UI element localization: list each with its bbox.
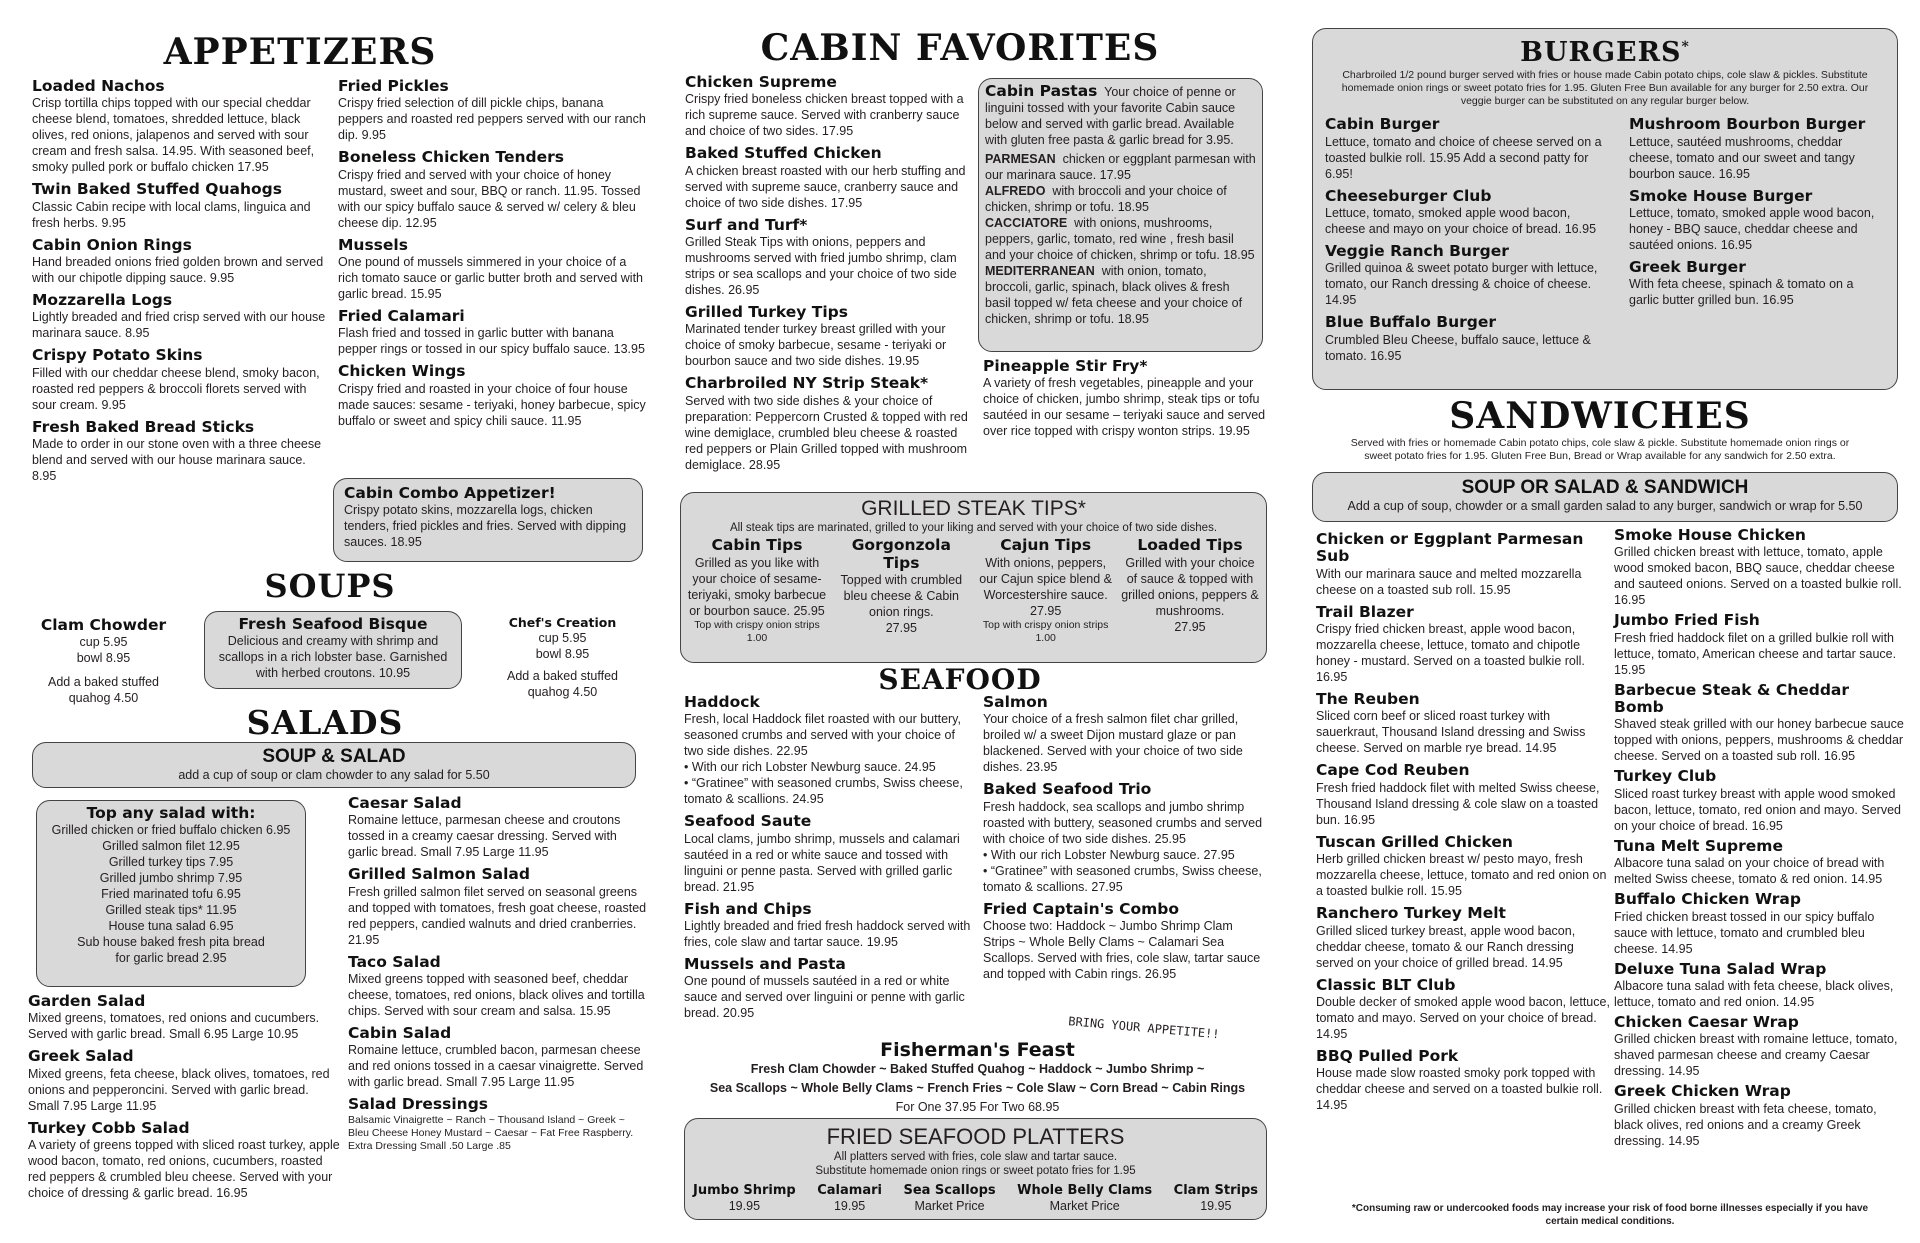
item-name: Calamari <box>817 1182 882 1198</box>
platter <box>693 1184 796 1215</box>
item-desc: Crispy fried and served with your choice of honey mustard, sweet and sour, BBQ or ranch. 11.95. Tossed with our spicy buffalo sauce & served w/ celery & bleu cheese dip. 12.95 <box>338 167 641 230</box>
item-price: 19.95 <box>1200 1199 1232 1214</box>
item-desc: Served with two side dishes & your choice of preparation: Peppercorn Crusted & topped with red wine demiglace, crumbled bleu cheese & roasted red peppers or Plain Grilled topped with mushroom demiglace. 28.95 <box>685 393 968 472</box>
item-price: 19.95 <box>833 1199 866 1214</box>
item-name: Deluxe Tuna Salad Wrap <box>1614 959 1827 978</box>
menu-item <box>338 363 648 428</box>
menu-item <box>338 78 648 143</box>
steak-tip <box>687 537 827 645</box>
menu-item <box>1316 531 1611 598</box>
combo-desc: Crispy potato skins, mozzarella logs, chicken tenders, fried pickles and fries. Served with dipping sauces. 18.95 <box>344 503 627 550</box>
menu-item <box>1316 977 1611 1042</box>
pasta-key: MEDITERRANEAN <box>985 264 1095 279</box>
menu-item <box>684 813 974 894</box>
item-name: Loaded Nachos <box>32 77 165 95</box>
item-desc: Double decker of smoked apple wood bacon, lettuce, tomato and mayo. Served on your choice of bread. 14.95 <box>1316 994 1610 1041</box>
item-desc: Crispy fried chicken breast, apple wood bacon, mozzarella cheese, lettuce, tomato and chipotle honey - mustard. Served on a toasted bulkie roll. 16.95 <box>1316 622 1585 685</box>
pasta-key: PARMESAN <box>985 152 1056 167</box>
item-name: Cajun Tips <box>1000 536 1092 555</box>
feast-name: Fisherman's Feast <box>880 1039 1075 1061</box>
fried-platters-box <box>684 1118 1267 1220</box>
steak-tip <box>831 537 971 645</box>
item-name: Chicken Caesar Wrap <box>1614 1012 1799 1031</box>
sos-title: SOUP OR SALAD & SANDWICH <box>1461 477 1749 498</box>
menu-item <box>1614 891 1904 956</box>
item-name: Fried Calamari <box>338 307 465 326</box>
bisque-box <box>204 611 462 689</box>
item-desc: Crisp tortilla chips topped with our special cheddar cheese blend, tomatoes, shredded lettuce, black olives, red onions, jalapenos and served with sour cream and fresh salsa. 14.95. With seasoned beef, smoky pulled pork or buffalo chicken 17.95 <box>32 96 315 175</box>
menu-item <box>1629 259 1885 308</box>
item-desc: Choose two: Haddock ~ Jumbo Shrimp Clam Strips ~ Whole Belly Clams ~ Calamari Sea Scallops. Served with fries, cole slaw, tartar sauce and topped with Cabin rings. 26.95 <box>983 919 1261 982</box>
burgers-box <box>1312 28 1898 390</box>
item-name: Cabin Salad <box>348 1024 452 1043</box>
item-name: Twin Baked Stuffed Quahogs <box>32 180 282 199</box>
item-name: Cabin Burger <box>1325 115 1440 134</box>
pasta-desc: with onions, mushrooms, peppers, garlic, tomato, red wine , fresh basil and your choice of chicken, shrimp or tofu. 18.95 <box>985 216 1255 263</box>
cup-price: cup 5.95 <box>79 635 128 650</box>
menu-item <box>983 901 1268 982</box>
pasta-desc: with onion, tomato, broccoli, garlic, spinach, black olives & fresh basil topped w/ feta cheese and your choice of chicken, shrimp or tofu. 18.95 <box>985 264 1243 327</box>
item-desc: Flash fried and tossed in garlic butter with banana pepper rings or tossed in our spicy buffalo sauce. 13.95 <box>338 326 645 357</box>
topping-line: Grilled steak tips* 11.95 <box>105 903 237 918</box>
menu-item <box>28 993 340 1042</box>
item-name: Mussels <box>338 235 408 254</box>
item-name: Cabin Tips <box>711 536 803 555</box>
menu-item <box>685 375 975 472</box>
item-name: Baked Seafood Trio <box>983 780 1152 799</box>
item-desc: Sliced roast turkey breast with apple wood smoked bacon, lettuce, tomato, red onion and mayo. Served on your choice of bread. 16.95 <box>1614 786 1901 833</box>
item-name: Smoke House Chicken <box>1614 526 1806 544</box>
item-name: Grilled Turkey Tips <box>685 303 848 322</box>
item-desc: Albacore tuna salad on your choice of bread with melted Swiss cheese, tomato & red onion. 14.95 <box>1614 856 1885 887</box>
bowl-price: bowl 8.95 <box>76 651 131 666</box>
item-name: Fresh Baked Bread Sticks <box>32 417 255 436</box>
pineapple-stir-fry <box>983 358 1268 439</box>
seafood-right-column <box>983 694 1268 988</box>
top-any-salad-box <box>36 800 306 987</box>
item-name: Crispy Potato Skins <box>32 346 203 365</box>
salads-heading: SALADS <box>246 703 404 742</box>
item-desc: Grilled as you like with your choice of sesame-teriyaki, smoky barbecue or bourbon sauce. 25.95 <box>687 555 827 618</box>
steak-tips-row <box>687 537 1260 645</box>
item-name: Buffalo Chicken Wrap <box>1614 890 1801 909</box>
menu-item <box>1316 1048 1611 1113</box>
burgers-heading <box>1325 39 1885 66</box>
menu-item <box>1614 682 1904 765</box>
item-desc: Fresh grilled salmon filet served on seasonal greens and topped with tomatoes, fresh goat cheese, roasted red peppers, candied walnuts and dried cranberries. 21.95 <box>348 884 647 947</box>
item-price: 19.95 <box>728 1199 761 1214</box>
appetizers-right-column <box>338 78 648 435</box>
item-price: Market Price <box>1049 1199 1120 1214</box>
item-extra: Top with crispy onion strips 1.00 <box>982 618 1109 644</box>
item-name: Pineapple Stir Fry* <box>983 357 1148 375</box>
pasta-key: CACCIATORE <box>985 216 1068 231</box>
item-desc: Fresh fried haddock filet on a grilled bulkie roll with lettuce, tomato, American cheese and tartar sauce. 15.95 <box>1614 630 1897 677</box>
item-price: 27.95 <box>885 621 917 636</box>
item-desc: Mixed greens, tomatoes, red onions and cucumbers. Served with garlic bread. Small 6.95 Large 10.95 <box>28 1011 320 1042</box>
topping-line: Grilled chicken or fried buffalo chicken 6.95 <box>51 823 291 838</box>
item-name: Whole Belly Clams <box>1017 1182 1153 1198</box>
item-sub: • With our rich Lobster Newburg sauce. 24.95 <box>684 760 936 775</box>
menu-item <box>685 74 975 139</box>
sandwiches-right-column <box>1614 527 1904 1153</box>
item-desc: With our marinara sauce and melted mozzarella cheese on a toasted sub roll. 15.95 <box>1316 566 1582 597</box>
menu-item <box>1316 834 1611 899</box>
item-desc: Grilled with your choice of sauce & topped with grilled onions, peppers & mushrooms. <box>1121 555 1259 618</box>
item-name: Classic BLT Club <box>1316 975 1456 994</box>
item-desc: Sliced corn beef or sliced roast turkey with sauerkraut, Thousand Island dressing and Swiss cheese. Served on marble rye bread. 14.95 <box>1316 709 1586 756</box>
item-name: Chicken Wings <box>338 362 466 381</box>
pasta-desc: with broccoli and your choice of chicken, shrimp or tofu. 18.95 <box>985 184 1227 215</box>
item-name: Greek Salad <box>28 1047 134 1066</box>
item-sub: • With our rich Lobster Newburg sauce. 27.95 <box>983 847 1235 862</box>
item-desc: Shaved steak grilled with our honey barbecue sauce topped with onions, peppers, mushrooms & cheddar cheese. Served on a toasted sub roll. 16.95 <box>1614 717 1904 764</box>
menu-item <box>32 237 332 286</box>
appetizers-heading: APPETIZERS <box>163 31 437 73</box>
steak-tips-title: GRILLED STEAK TIPS* <box>861 497 1086 520</box>
item-name: Clam Chowder <box>40 616 167 634</box>
menu-item <box>1614 961 1904 1010</box>
menu-item <box>338 237 648 302</box>
menu-item <box>1614 1083 1904 1148</box>
item-desc: Lightly breaded and fried fresh haddock served with fries, cole slaw and tartar sauce. 19.95 <box>684 919 971 950</box>
item-desc: Made to order in our stone oven with a three cheese blend and served with our house marinara sauce. 8.95 <box>32 437 322 484</box>
menu-item <box>348 795 648 860</box>
menu-item <box>32 292 332 341</box>
salads-right-column <box>348 795 648 1159</box>
platter <box>1174 1184 1258 1215</box>
item-desc: Romaine lettuce, parmesan cheese and croutons tossed in a creamy caesar dressing. Served with garlic bread. Small 7.95 Large 11.95 <box>348 813 621 860</box>
item-desc: Herb grilled chicken breast w/ pesto mayo, fresh mozzarella cheese, lettuce, tomato and red onion on a toasted bulkie roll. 15.95 <box>1316 852 1607 899</box>
platters-note: All platters served with fries, cole slaw and tartar sauce. <box>833 1151 1118 1163</box>
item-desc: Grilled chicken breast with lettuce, tomato, apple wood smoked bacon, BBQ sauce, cheddar cheese and sauteed onions. Served on a toasted bulkie roll. 16.95 <box>1614 545 1902 608</box>
menu-item <box>348 1025 648 1090</box>
menu-item <box>983 781 1268 894</box>
platters-title: FRIED SEAFOOD PLATTERS <box>826 1124 1125 1149</box>
item-name: Loaded Tips <box>1137 536 1243 555</box>
item-desc: Marinated tender turkey breast grilled with your choice of smoky barbecue, sesame - teriyaki or bourbon sauce and two side dishes. 19.95 <box>685 322 947 369</box>
platter <box>1017 1184 1152 1215</box>
sandwiches-heading: SANDWICHES <box>1449 395 1751 437</box>
pasta-option <box>985 151 1256 183</box>
item-name: Taco Salad <box>348 952 441 971</box>
item-desc: Lettuce, sautéed mushrooms, cheddar cheese, tomato and our sweet and tangy bourbon sauce. 16.95 <box>1629 134 1855 181</box>
menu-item <box>685 217 975 298</box>
item-desc: Mixed greens topped with seasoned beef, cheddar cheese, tomatoes, red onions, black olives and tortilla chips. Served with sour cream and salsa. 15.95 <box>348 972 645 1019</box>
menu-item <box>348 954 648 1019</box>
menu-item <box>1316 691 1611 756</box>
burgers-star: * <box>1681 39 1690 55</box>
menu-item <box>32 419 332 484</box>
item-name: Haddock <box>684 693 760 711</box>
item-name: Trail Blazer <box>1316 602 1414 621</box>
item-desc: Grilled quinoa & sweet potato burger with lettuce, tomato, our Ranch dressing & choice of cheese. 14.95 <box>1325 261 1598 308</box>
add-quahog: Add a baked stuffed quahog 4.50 <box>48 675 159 706</box>
feast-price: For One 37.95 For Two 68.95 <box>895 1100 1060 1115</box>
steak-tips-box <box>680 492 1267 663</box>
chefs-creation <box>485 616 640 700</box>
burgers-right-column <box>1629 116 1885 369</box>
pasta-desc: chicken or eggplant parmesan with our marinara sauce. 17.95 <box>985 152 1256 183</box>
item-price: 27.95 <box>1174 619 1206 634</box>
item-desc: With onions, peppers, our Cajun spice blend & Worcestershire sauce. 27.95 <box>979 555 1113 618</box>
item-desc: One pound of mussels simmered in your choice of a rich tomato sauce or garlic butter broth and served with garlic bread. 15.95 <box>338 255 644 302</box>
item-name: Smoke House Burger <box>1629 186 1813 205</box>
pasta-option <box>985 215 1256 263</box>
menu-item <box>685 145 975 210</box>
menu-item <box>1325 243 1613 308</box>
pasta-option <box>985 263 1256 327</box>
menu-item <box>1316 905 1611 970</box>
item-name: Ranchero Turkey Melt <box>1316 904 1506 923</box>
item-desc: Topped with crumbled bleu cheese & Cabin onion rings. <box>840 573 963 620</box>
item-name: Salmon <box>983 693 1048 711</box>
burgers-columns <box>1325 116 1885 369</box>
item-desc: With feta cheese, spinach & tomato on a garlic butter grilled bun. 16.95 <box>1629 277 1854 308</box>
item-desc: Fried chicken breast tossed in our spicy buffalo sauce with lettuce, tomato and crumbled bleu cheese. 14.95 <box>1614 909 1875 956</box>
menu-item <box>1614 838 1904 887</box>
soup-salad-desc: add a cup of soup or clam chowder to any salad for 5.50 <box>178 768 490 783</box>
menu-item <box>1614 612 1904 677</box>
menu-item <box>1325 188 1613 237</box>
steak-tip <box>976 537 1116 645</box>
topping-line: House tuna salad 6.95 <box>108 919 234 934</box>
menu-item <box>1316 604 1611 685</box>
item-name: Grilled Salmon Salad <box>348 865 530 884</box>
item-name: Seafood Saute <box>684 812 812 831</box>
soup-salad-box <box>32 742 636 788</box>
item-name: Mushroom Bourbon Burger <box>1629 115 1866 134</box>
item-desc: Fresh haddock, sea scallops and jumbo shrimp roasted with buttery, seasoned crumbs and served with choice of two side dishes. 25.95 <box>983 799 1263 846</box>
item-name: Surf and Turf* <box>685 215 808 234</box>
item-name: Boneless Chicken Tenders <box>338 148 564 167</box>
item-desc: Balsamic Vinaigrette ~ Ranch ~ Thousand Island ~ Greek ~ Bleu Cheese Honey Mustard ~ Caesar ~ Fat Free Raspberry. Extra Dressing Small .50 Large .85 <box>348 1113 634 1153</box>
item-desc: Romaine lettuce, crumbled bacon, parmesan cheese and red onions tossed in a caesar vinaigrette. Served with garlic bread. Small 7.95 Large 11.95 <box>348 1043 644 1090</box>
bowl-price: bowl 8.95 <box>535 647 590 661</box>
appetizers-left-column <box>32 78 332 490</box>
item-desc: Grilled chicken breast with feta cheese, tomato, black olives, red onions and a creamy Greek dressing. 14.95 <box>1614 1101 1877 1148</box>
item-name: Cabin Onion Rings <box>32 235 192 254</box>
sandwiches-left-column <box>1316 531 1611 1119</box>
topping-line: Grilled turkey tips 7.95 <box>108 855 234 870</box>
item-desc: A chicken breast roasted with our herb stuffing and served with supreme sauce, cranberry sauce and choice of two side dishes. 17.95 <box>685 163 966 210</box>
menu-item <box>28 1048 340 1113</box>
menu-item <box>983 694 1268 775</box>
platter <box>903 1184 995 1215</box>
menu-item <box>338 308 648 357</box>
item-name: Tuscan Grilled Chicken <box>1316 832 1513 851</box>
item-name: Turkey Club <box>1614 767 1717 786</box>
combo-name: Cabin Combo Appetizer! <box>344 484 556 502</box>
menu-item <box>32 347 332 412</box>
pasta-option <box>985 183 1256 215</box>
item-desc: Crispy fried selection of dill pickle chips, banana peppers and roasted red peppers served with our ranch dip. 9.95 <box>338 96 646 143</box>
cabin-favorites-heading: CABIN FAVORITES <box>760 27 1160 69</box>
item-name: Cheeseburger Club <box>1325 186 1492 205</box>
item-name: Gorgonzola Tips <box>851 536 951 572</box>
item-desc: Mixed greens, feta cheese, black olives, tomatoes, red onions and pepperoncini. Served with garlic bread. Small 7.95 Large 11.95 <box>28 1066 330 1113</box>
pastas-intro <box>985 83 1256 148</box>
item-extra: Top with crispy onion strips 1.00 <box>694 618 820 644</box>
item-name: Fresh Seafood Bisque <box>238 615 428 633</box>
top-any-title: Top any salad with: <box>86 804 256 822</box>
steak-tips-note: All steak tips are marinated, grilled to your liking and served with your choice of two side dishes. <box>729 522 1218 534</box>
item-name: Garden Salad <box>28 992 146 1010</box>
topping-line: Fried marinated tofu 6.95 <box>101 887 241 902</box>
item-name: Jumbo Shrimp <box>693 1182 796 1198</box>
seafood-heading: SEAFOOD <box>878 663 1042 696</box>
item-desc: One pound of mussels sautéed in a red or white sauce and served over linguini or penne with garlic bread. 20.95 <box>684 974 965 1021</box>
steak-tip <box>1120 537 1260 645</box>
item-desc: Delicious and creamy with shrimp and scallops in a rich lobster base. Garnished with herbed croutons. 10.95 <box>218 634 448 681</box>
menu-item <box>684 694 974 807</box>
item-desc: A variety of greens topped with sliced roast turkey, apple wood bacon, tomato, red onions, cucumbers, roasted red peppers & crumbled bleu cheese. Served with your choice of dressing & garlic bread. 16.95 <box>28 1138 340 1201</box>
platters-note: Substitute homemade onion rings or sweet potato fries for 1.95 <box>815 1165 1136 1178</box>
item-desc: Grilled chicken breast with romaine lettuce, tomato, shaved parmesan cheese and creamy Caesar dressing. 14.95 <box>1614 1032 1898 1079</box>
pasta-key: ALFREDO <box>985 184 1046 199</box>
menu-item <box>1316 762 1611 827</box>
item-desc: Local clams, jumbo shrimp, mussels and calamari sautéed in a red or white sauce and tossed with linguini or penne pasta. Served with grilled garlic bread. 21.95 <box>684 831 960 894</box>
item-name: Fish and Chips <box>684 899 812 918</box>
item-desc: Lettuce, tomato and choice of cheese served on a toasted bulkie roll. 15.95 Add a second patty for 6.95! <box>1325 134 1602 181</box>
item-desc: Lettuce, tomato, smoked apple wood bacon, honey - BBQ sauce, cheddar cheese and sautéed onions. 16.95 <box>1629 206 1875 253</box>
item-desc: Fresh, local Haddock filet roasted with our buttery, seasoned crumbs and served with your choice of two side dishes. 22.95 <box>684 712 961 759</box>
item-name: Jumbo Fried Fish <box>1614 611 1760 630</box>
soups-heading: SOUPS <box>264 567 396 605</box>
clam-chowder <box>26 617 181 706</box>
seafood-left-column <box>684 694 974 1027</box>
cabin-left-column <box>685 74 975 479</box>
pastas-intro-text: Your choice of penne or linguini tossed with your favorite Cabin sauce below and served with garlic bread. Available with gluten free pasta & garlic bread for 3.95. <box>985 85 1236 148</box>
soup-or-salad-sandwich-box <box>1312 472 1898 522</box>
menu-item <box>1614 768 1904 833</box>
topping-line: Sub house baked fresh pita bread for garlic bread 2.95 <box>77 935 265 966</box>
menu-item <box>1614 1014 1904 1079</box>
menu-item <box>685 304 975 369</box>
feast-line: Sea Scallops ~ Whole Belly Clams ~ French Fries ~ Cole Slaw ~ Corn Bread ~ Cabin Rings <box>709 1081 1246 1096</box>
item-desc: Filled with our cheddar cheese blend, smoky bacon, roasted red peppers & broccoli florets served with sour cream. 9.95 <box>32 365 320 412</box>
item-name: Sea Scallops <box>903 1182 996 1198</box>
item-name: Blue Buffalo Burger <box>1325 313 1497 332</box>
menu-item <box>1325 314 1613 363</box>
fishermans-feast <box>690 1040 1265 1115</box>
item-sub: • “Gratinee” with seasoned crumbs, Swiss cheese, tomato & scallions. 27.95 <box>983 863 1262 894</box>
burgers-note: Charbroiled 1/2 pound burger served with fries or house made Cabin potato chips, cole slaw & pickles. Substitute homemade onion rings or sweet potato fries for 1.95. Gluten Free Bun available for any burger for 2.50 extra. Our veggie burger can be substituted on any regular burger below. <box>1341 69 1869 108</box>
item-desc: Crispy fried and roasted in your choice of four house made sauces: sesame - teriyaki, honey barbecue, spicy buffalo or sweet and spicy chili sauce. 11.95 <box>338 381 646 428</box>
item-desc: Grilled Steak Tips with onions, peppers and mushrooms served with fried jumbo shrimp, clam strips or sea scallops and your choice of two side dishes. 26.95 <box>685 235 957 298</box>
soup-salad-title: SOUP & SALAD <box>262 746 406 767</box>
item-name: Barbecue Steak & Cheddar Bomb <box>1614 680 1850 717</box>
item-name: Mozzarella Logs <box>32 291 173 310</box>
item-name: Fried Captain's Combo <box>983 899 1179 918</box>
item-name: Baked Stuffed Chicken <box>685 144 882 163</box>
item-sub: • “Gratinee” with seasoned crumbs, Swiss cheese, tomato & scallions. 24.95 <box>684 776 963 807</box>
item-desc: Albacore tuna salad with feta cheese, black olives, lettuce, tomato and red onion. 14.95 <box>1614 978 1894 1009</box>
item-name: Fried Pickles <box>338 77 449 95</box>
sandwiches-note: Served with fries or homemade Cabin potato chips, cole slaw & pickle. Substitute homemade onion rings or sweet potato fries for 1.95. Gluten Free Bun, Bread or Wrap available for any sandwich for 2.50 extra. <box>1350 437 1850 463</box>
menu-item <box>684 901 974 950</box>
item-desc: Lettuce, tomato, smoked apple wood bacon, cheese and mayo on your choice of bread. 16.95 <box>1325 206 1597 237</box>
item-name: Chef's Creation <box>508 615 617 630</box>
salads-left-column <box>28 993 340 1207</box>
bring-your-appetite: BRING YOUR APPETITE!! <box>1067 1014 1221 1042</box>
burgers-left-column <box>1325 116 1613 369</box>
topping-line: Grilled salmon filet 12.95 <box>102 839 240 854</box>
item-price: Market Price <box>914 1199 985 1214</box>
menu-item <box>1629 188 1885 253</box>
item-name: Clam Strips <box>1173 1182 1258 1198</box>
menu-item <box>338 149 648 230</box>
menu-item <box>348 866 648 947</box>
sos-desc: Add a cup of soup, chowder or a small garden salad to any burger, sandwich or wrap for 5.50 <box>1347 499 1863 514</box>
item-name: Chicken Supreme <box>685 73 837 91</box>
item-name: BBQ Pulled Pork <box>1316 1046 1459 1065</box>
menu-item <box>1614 527 1904 608</box>
menu-item <box>32 78 332 175</box>
item-name: Chicken or Eggplant Parmesan Sub <box>1316 530 1584 566</box>
menu-item <box>684 956 974 1021</box>
menu-item <box>348 1096 648 1153</box>
item-desc: Crumbled Bleu Cheese, buffalo sauce, lettuce & tomato. 16.95 <box>1325 332 1591 363</box>
item-name: Veggie Ranch Burger <box>1325 242 1509 261</box>
item-desc: Your choice of a fresh salmon filet char grilled, broiled w/ a sweet Dijon mustard glaze or pan blackened. Served with your choice of two side dishes. 23.95 <box>983 712 1243 775</box>
menu-item <box>28 1120 340 1201</box>
item-name: Mussels and Pasta <box>684 955 846 974</box>
item-name: Greek Burger <box>1629 258 1746 277</box>
item-name: Turkey Cobb Salad <box>28 1118 190 1137</box>
item-desc: Lightly breaded and fried crisp served with our house marinara sauce. 8.95 <box>32 310 326 341</box>
item-desc: Fresh fried haddock filet with melted Swiss cheese, Thousand Island dressing & cole slaw on a toasted bun. 16.95 <box>1316 780 1600 827</box>
combo-box <box>333 478 643 562</box>
add-quahog: Add a baked stuffed quahog 4.50 <box>507 669 618 699</box>
menu-item <box>1325 116 1613 181</box>
item-name: Cape Cod Reuben <box>1316 761 1470 780</box>
menu-item <box>32 181 332 230</box>
cup-price: cup 5.95 <box>538 631 587 645</box>
topping-line: Grilled jumbo shrimp 7.95 <box>99 871 243 886</box>
pastas-name: Cabin Pastas <box>985 82 1098 100</box>
item-desc: Classic Cabin recipe with local clams, linguica and fresh herbs. 9.95 <box>32 199 311 230</box>
item-desc: Grilled sliced turkey breast, apple wood bacon, cheddar cheese, tomato & our Ranch dressing served on your choice of grilled bread. 14.95 <box>1316 923 1576 970</box>
item-name: Greek Chicken Wrap <box>1614 1082 1791 1101</box>
burgers-title: BURGERS <box>1520 37 1682 68</box>
platters-row <box>691 1184 1260 1215</box>
footnote: *Consuming raw or undercooked foods may increase your risk of food borne illnesses especially if you have certain medical conditions. <box>1351 1203 1869 1227</box>
menu-item <box>1629 116 1885 181</box>
feast-line: Fresh Clam Chowder ~ Baked Stuffed Quahog ~ Haddock ~ Jumbo Shrimp ~ <box>750 1062 1205 1077</box>
item-name: Charbroiled NY Strip Steak* <box>685 374 929 393</box>
item-desc: Hand breaded onions fried golden brown and served with our chipotle dipping sauce. 9.95 <box>32 255 324 286</box>
item-name: Tuna Melt Supreme <box>1614 836 1783 855</box>
item-name: Salad Dressings <box>348 1095 489 1114</box>
item-name: Caesar Salad <box>348 794 462 812</box>
platter <box>817 1184 882 1215</box>
item-desc: Crispy fried boneless chicken breast topped with a rich supreme sauce. Served with cranberry sauce and choice of two sides. 17.95 <box>685 92 964 139</box>
item-name: The Reuben <box>1316 690 1420 709</box>
item-desc: A variety of fresh vegetables, pineapple and your choice of chicken, jumbo shrimp, steak tips or tofu sautéed in our sesame – teriyaki sauce and served over rice topped with crispy wonton strips. 19.95 <box>983 376 1266 439</box>
cabin-pastas-box <box>978 78 1263 352</box>
item-desc: House made slow roasted smoky pork topped with cheddar cheese and served on a toasted bulkie roll. 14.95 <box>1316 1066 1603 1113</box>
